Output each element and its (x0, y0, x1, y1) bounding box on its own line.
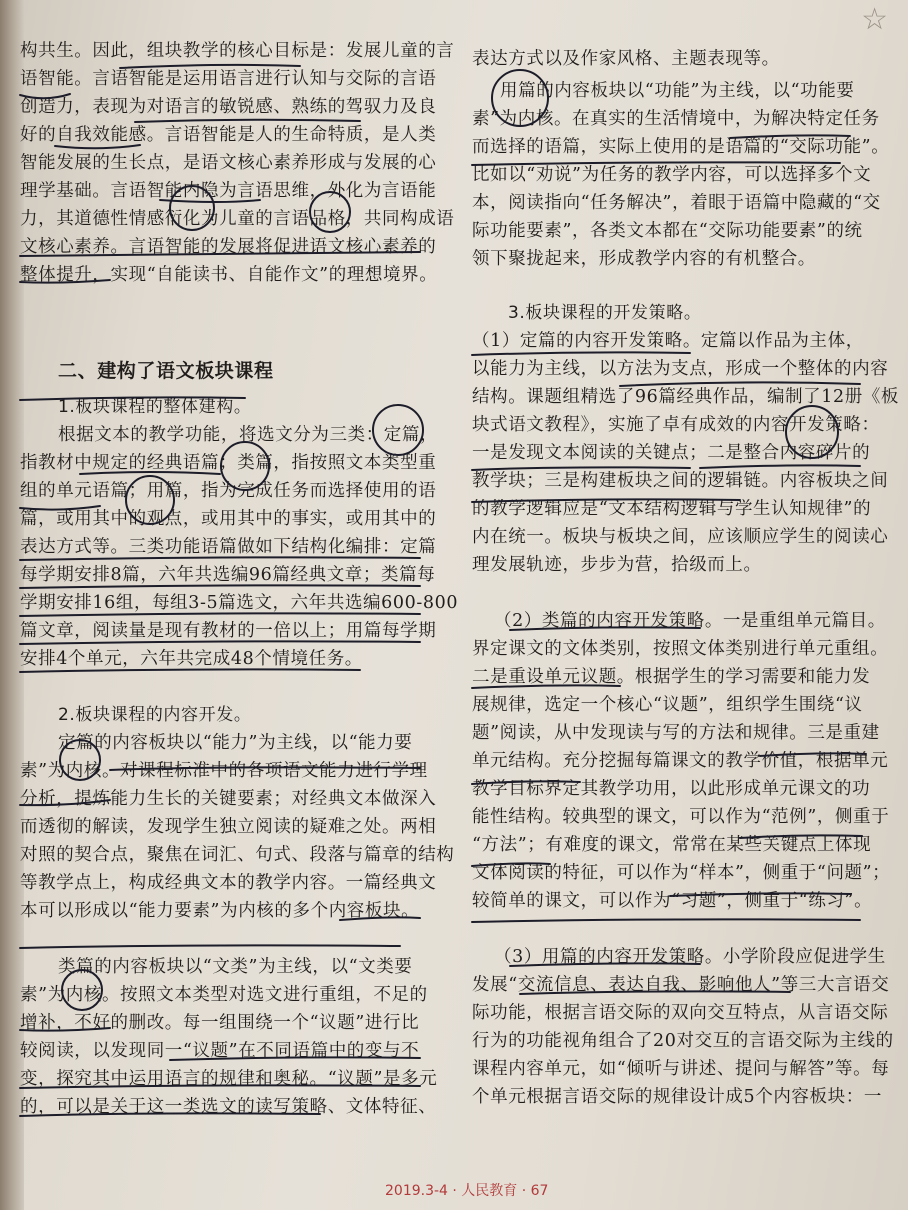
left-text-line: 学期安排16组，每组3-5篇选文，六年共选编600-800 (20, 593, 459, 613)
right-text-line: 课程内容单元，如“倾听与讲述、提问与解答”等。每 (472, 1059, 890, 1079)
right-text-line: 文体阅读的特征，可以作为“样本”，侧重于“问题”； (472, 863, 891, 883)
left-text-line: 篇文章，阅读量是现有教材的一倍以上；用篇每学期 (20, 621, 437, 641)
page-footer: 2019.3-4 · 人民教育 · 67 (385, 1183, 549, 1199)
right-text-line: “方法”；有难度的课文，常常在某些关键点上体现 (472, 835, 872, 855)
left-text-line: 好的自我效能感。言语智能是人的生命特质，是人类 (20, 125, 437, 145)
right-text-line: 教学块；三是构建板块之间的逻辑链。内容板块之间 (472, 471, 889, 491)
right-text-line: 素”为内核。在真实的生活情境中，为解决特定任务 (472, 109, 880, 129)
left-text-line: 指教材中规定的经典语篇；类篇，指按照文本类型重 (20, 453, 437, 473)
right-text-line: 结构。课题组精选了96篇经典作品，编制了12册《板 (472, 387, 900, 407)
right-text-line: 个单元根据言语交际的规律设计成5个内容板块：一 (472, 1087, 882, 1107)
left-text-line: 表达方式等。三类功能语篇做如下结构化编排：定篇 (20, 537, 437, 557)
right-text-line: 际功能要素”，各类文本都在“交际功能要素”的统 (472, 221, 863, 241)
right-text-line: 块式语文教程》，实施了卓有成效的内容开发策略： (472, 415, 880, 435)
left-text-line: 对照的契合点，聚焦在词汇、句式、段落与篇章的结构 (20, 845, 455, 865)
left-text-line: 语智能。言语智能是运用语言进行认知与交际的言语 (20, 69, 437, 89)
right-text-line: （1）定篇的内容开发策略。定篇以作品为主体， (472, 331, 864, 351)
left-text-line: 变，探究其中运用语言的规律和奥秘。“议题”是多元 (20, 1069, 438, 1089)
left-subheading: 2.板块课程的内容开发。 (58, 705, 252, 725)
left-subheading: 1.板块课程的整体建构。 (58, 397, 252, 417)
right-text-line: 理发展轨迹，步步为营，拾级而上。 (472, 555, 762, 575)
right-text-line: 的教学逻辑应是“文本结构逻辑与学生认知规律”的 (472, 499, 872, 519)
left-text-line: 的，可以是关于这一类选文的读写策略、文体特征、 (20, 1097, 437, 1117)
right-text-line: 本，阅读指向“任务解决”，着眼于语篇中隐藏的“交 (472, 193, 881, 213)
left-text-line: 类篇的内容板块以“文类”为主线，以“文类要 (58, 957, 413, 977)
left-text-line: 素”为内核。按照文本类型对选文进行重组，不足的 (20, 985, 428, 1005)
right-text-line: 表达方式以及作家风格、主题表现等。 (472, 49, 780, 69)
right-text-line: 以能力为主线，以方法为支点，形成一个整体的内容 (472, 359, 889, 379)
left-text-line: 增补，不好的删改。每一组围绕一个“议题”进行比 (20, 1013, 420, 1033)
right-text-line: 能性结构。较典型的课文，可以作为“范例”，侧重于 (472, 807, 890, 827)
left-text-line: 整体提升，实现“自能读书、自能作文”的理想境界。 (20, 265, 438, 285)
left-text-line: 文核心素养。言语智能的发展将促进语文核心素养的 (20, 237, 437, 257)
right-text-line: 比如以“劝说”为任务的教学内容，可以选择多个文 (472, 165, 872, 185)
right-subheading: 3.板块课程的开发策略。 (508, 303, 702, 323)
left-text-line: 组的单元语篇；用篇，指为完成任务而选择使用的语 (20, 481, 437, 501)
left-text-line: 定篇的内容板块以“能力”为主线，以“能力要 (58, 733, 413, 753)
right-text-line: （3）用篇的内容开发策略。小学阶段应促进学生 (494, 947, 886, 967)
left-text-line: 篇，或用其中的观点，或用其中的事实，或用其中的 (20, 509, 437, 529)
right-text-line: 展规律，选定一个核心“议题”，组织学生围绕“议 (472, 695, 863, 715)
right-text-line: 行为的功能视角组合了20对交互的言语交际为主线的 (472, 1031, 894, 1051)
right-text-line: 发展“交流信息、表达自我、影响他人”等三大言语交 (472, 975, 890, 995)
left-text-line: 智能发展的生长点，是语文核心素养形成与发展的心 (20, 153, 437, 173)
right-text-line: 一是发现文本阅读的关键点；二是整合内容碎片的 (472, 443, 871, 463)
left-text-line: 构共生。因此，组块教学的核心目标是：发展儿童的言 (20, 41, 455, 61)
corner-pen-mark: ☆ (861, 2, 888, 37)
right-text-line: （2）类篇的内容开发策略。一是重组单元篇目。 (494, 611, 886, 631)
left-text-line: 素”为内核。对课程标准中的各项语文能力进行学理 (20, 761, 428, 781)
left-text-line: 而透彻的解读，发现学生独立阅读的疑难之处。两相 (20, 817, 437, 837)
left-text-line: 根据文本的教学功能，将选文分为三类：定篇， (58, 425, 439, 445)
left-heading: 二、建构了语文板块课程 (58, 360, 274, 382)
left-text-line: 力，其道德性情感衍化为儿童的言语品格，共同构成语 (20, 209, 455, 229)
right-text-line: 内在统一。板块与板块之间，应该顺应学生的阅读心 (472, 527, 889, 547)
right-text-line: 单元结构。充分挖掘每篇课文的教学价值，根据单元 (472, 751, 889, 771)
right-text-line: 二是重设单元议题。根据学生的学习需要和能力发 (472, 667, 871, 687)
right-text-line: 领下聚拢起来，形成教学内容的有机整合。 (472, 249, 816, 269)
left-text-line: 较阅读，以发现同一“议题”在不同语篇中的变与不 (20, 1041, 420, 1061)
left-text-line: 分析，提炼能力生长的关键要素；对经典文本做深入 (20, 789, 437, 809)
left-text-line: 理学基础。言语智能内隐为言语思维，外化为言语能 (20, 181, 437, 201)
right-text-line: 而选择的语篇，实际上使用的是语篇的“交际功能”。 (472, 137, 890, 157)
left-text-line: 本可以形成以“能力要素”为内核的多个内容板块。 (20, 901, 420, 921)
right-text-line: 界定课文的文体类别，按照文体类别进行单元重组。 (472, 639, 889, 659)
right-text-line: 教学目标界定其教学功用，以此形成单元课文的功 (472, 779, 871, 799)
right-text-line: 较简单的课文，可以作为“习题”，侧重于“练习”。 (472, 891, 873, 911)
right-text-line: 用篇的内容板块以“功能”为主线，以“功能要 (500, 81, 855, 101)
left-text-line: 等教学点上，构成经典文本的教学内容。一篇经典文 (20, 873, 437, 893)
left-text-line: 安排4个单元，六年共完成48个情境任务。 (20, 649, 363, 669)
right-text-line: 题”阅读，从中发现读与写的方法和规律。三是重建 (472, 723, 880, 743)
left-text-line: 每学期安排8篇，六年共选编96篇经典文章；类篇每 (20, 565, 436, 585)
left-text-line: 创造力，表现为对语言的敏锐感、熟练的驾驭力及良 (20, 97, 437, 117)
right-text-line: 际功能，根据言语交际的双向交互特点，从言语交际 (472, 1003, 889, 1023)
